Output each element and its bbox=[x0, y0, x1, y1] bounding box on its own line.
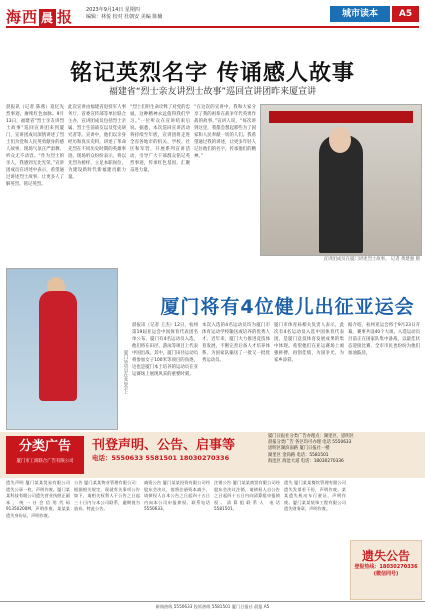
page-number: A5 bbox=[392, 6, 419, 22]
ads-office-item: 湖里区 金尚路 电话：5581501 bbox=[268, 452, 329, 458]
ads-title-text: 分类广告 bbox=[18, 439, 71, 454]
ads-column-2: 公告 厦门某某物业管理有限公司：根据相关规定，现就有关事项公告如下，请相关权利人于公告之日起三十日内与本公司联系，逾期视为放弃。特此公告。 bbox=[74, 480, 140, 512]
ads-column-1: 遗失声明 厦门某某贸易有限公司遗失公章一枚，声明作废。厦门某某科技有限公司遗失营业执照正副本，统一社会信用代码91350200M，声明作废。某某某遗失身份证，声明作废。 bbox=[6, 480, 70, 518]
story1-photo-caption: 宣讲团成员在厦门讲述烈士故事。 记者 黄建强 摄 bbox=[323, 257, 420, 262]
story1-column-4: “在这次的宣讲中，我和大家分享了我的祖辈在战争年代英勇作战的故事。”宣讲人说，“每次讲到这里，我都会想起那些为了国家和人民奉献一切的人们。我希望通过我的讲述，让更多年轻人记住他们的名字，传承他们的精神。” bbox=[194, 105, 256, 159]
story2-column-3: 厦门市体育局相关负责人表示，此次有4名运动员入选中国体育代表团，是厦门竞技体育发展成果的集中体现。希望他们在亚运赛场上顽强拼搏、再创佳绩，为国争光、为家乡添彩。 bbox=[274, 323, 344, 363]
editor-credits: 编辑：林悦 校对 杜朝安 美编 陈楠 bbox=[86, 14, 163, 20]
photo-banner bbox=[269, 111, 413, 123]
speaker-face bbox=[329, 127, 351, 153]
story1-column-3: “烈士们用生命诠释了对党的忠诚，这种精神永远值得我们学习。”一位听众在宣讲结束后说。据悉，本次巡回宣讲活动将持续至年底，宣讲团将走进全省各地市的机关、学校、社区和军营，开展系列宣讲活动，引导广大干部群众铭记英烈事迹，传承红色基因，汇聚奋进力量。 bbox=[130, 105, 190, 173]
newspaper-logo bbox=[6, 6, 73, 27]
logo-text-mid: 晨 bbox=[41, 11, 55, 25]
masthead-rule bbox=[6, 26, 419, 28]
ads-office-list bbox=[268, 434, 422, 465]
masthead bbox=[0, 0, 425, 30]
ads-office-item: 厦门日报社分类广告办理点：湖里区、思明区 bbox=[268, 434, 354, 439]
story2-column-1: 晨报讯（记者 王杰）12日，杭州第19届亚运会中国体育代表团名单公布，厦门有4名运动员入选，他们将在田径、游泳等项目上代表中国出战。其中，厦门田径运动员将参加女子100米等项目的角逐，这也是厦门本土培养的运动员在亚运赛场上展现风采的重要时刻。 bbox=[132, 323, 198, 377]
runner-figure bbox=[39, 291, 77, 401]
lost-notice-title: 遗失公告 bbox=[361, 549, 410, 563]
story1-column-2: 此次宣讲由福建省退役军人事务厅、省委宣传部等单位联合主办，宣讲团成员包括烈士亲属、烈士生前战友以及党史研究者等。宣讲中，他们以亲身经历和真实史料，讲述了革命先烈在不同历史时期的英雄事迹。现场听众纷纷表示，将以先烈为榜样，立足本职岗位，为建设新时代新福建贡献力量。 bbox=[68, 105, 126, 180]
logo-text-left: 海西 bbox=[6, 8, 39, 26]
ads-phone: 电话：5550633 5581501 18030270336 bbox=[92, 454, 230, 462]
story1-photo bbox=[260, 104, 422, 256]
ads-office-item: 思明区湖滨南路 厦门日报社一楼 bbox=[268, 446, 330, 452]
story2-photo-caption: 厦门运动员在亚运会上 bbox=[123, 350, 128, 394]
ads-column-4: 注销公告 厦门某某商贸有限公司经股东会决议注销，请债权人自公告之日起四十五日内向清算组申报债权。清算组联系人 电话 5581501。 bbox=[214, 480, 280, 512]
ads-column-3: 减资公告 厦门某某投资有限公司经股东会决议，拟将注册资本减少，请债权人自本公告之日起四十五日内向本公司申报债权。联系电话 5550633。 bbox=[144, 480, 210, 512]
lost-notice-note: (微信同号) bbox=[373, 571, 399, 577]
ads-headline: 刊登声明、公告、启事等 bbox=[92, 438, 236, 453]
ads-office-item: 海沧区 海沧大道 电话：18030270336 bbox=[268, 458, 344, 464]
ads-title-note: 厦门市工商联合广告有限公司 bbox=[16, 459, 74, 464]
headline-story2: 厦门将有4位健儿出征亚运会 bbox=[160, 296, 415, 318]
story1-column-1: 晨报讯（记者 陈燕）追忆先烈事迹，赓续红色血脉。9月13日，福建省“烈士亲友讲烈士故事”巡回宣讲团来到厦门，宣讲团成员深情讲述了烈士们为党和人民英勇献身的感人故事，现场气氛庄严肃穆，听众无不动容。“作为烈士的亲人，我感到无比光荣。”宣讲团成员在讲述中表示，希望通过讲述烈士故事，让更多人了解英烈、铭记英烈。 bbox=[6, 105, 64, 187]
subhead-story1: 福建省“烈士亲友讲烈士故事”巡回宣讲团昨来厦宣讲 bbox=[108, 87, 317, 97]
story2-photo bbox=[6, 268, 118, 430]
ads-column-5: 遗失 厦门某某餐饮管理有限公司遗失发票若干份，声明作废。某某遗失机动车行驶证，声明作废。厦门某某装饰工程有限公司遗失财务章，声明作废。 bbox=[284, 480, 346, 512]
lost-notice-phone: 登报热线：18030270336 bbox=[354, 564, 418, 570]
issue-info bbox=[86, 7, 162, 21]
classified-ads-title bbox=[6, 436, 84, 474]
section-label: 城市读本 bbox=[330, 6, 390, 22]
page-footer: 新闻热线 5550633 投诉热线 5581501 厦门日报社 晨报 A5 bbox=[0, 601, 425, 611]
ads-office-item: 晨报分类广告 各区均可办理 电话 5550633 bbox=[268, 440, 352, 446]
issue-date: 2023年9月14日 星期四 bbox=[86, 7, 140, 13]
story2-column-4: 据介绍，杭州亚运会将于9月23日开幕，赛事共设40个大项。入选运动员目前正在国家队集中备战，以最佳状态迎接比赛，全市市民也纷纷为他们加油鼓劲。 bbox=[348, 323, 420, 356]
story2-column-2: 本次入选的4名运动员均为厦门市体育运动学校输送或培养的优秀人才。近年来，厦门大力推进竞技体育发展，不断完善后备人才培养体系，为国家队输送了一批又一批优秀运动员。 bbox=[202, 323, 270, 363]
logo-text-right: 报 bbox=[57, 8, 74, 26]
lost-notice-box bbox=[350, 540, 422, 600]
headline-story1: 铭记英烈名字 传诵感人故事 bbox=[70, 60, 355, 86]
